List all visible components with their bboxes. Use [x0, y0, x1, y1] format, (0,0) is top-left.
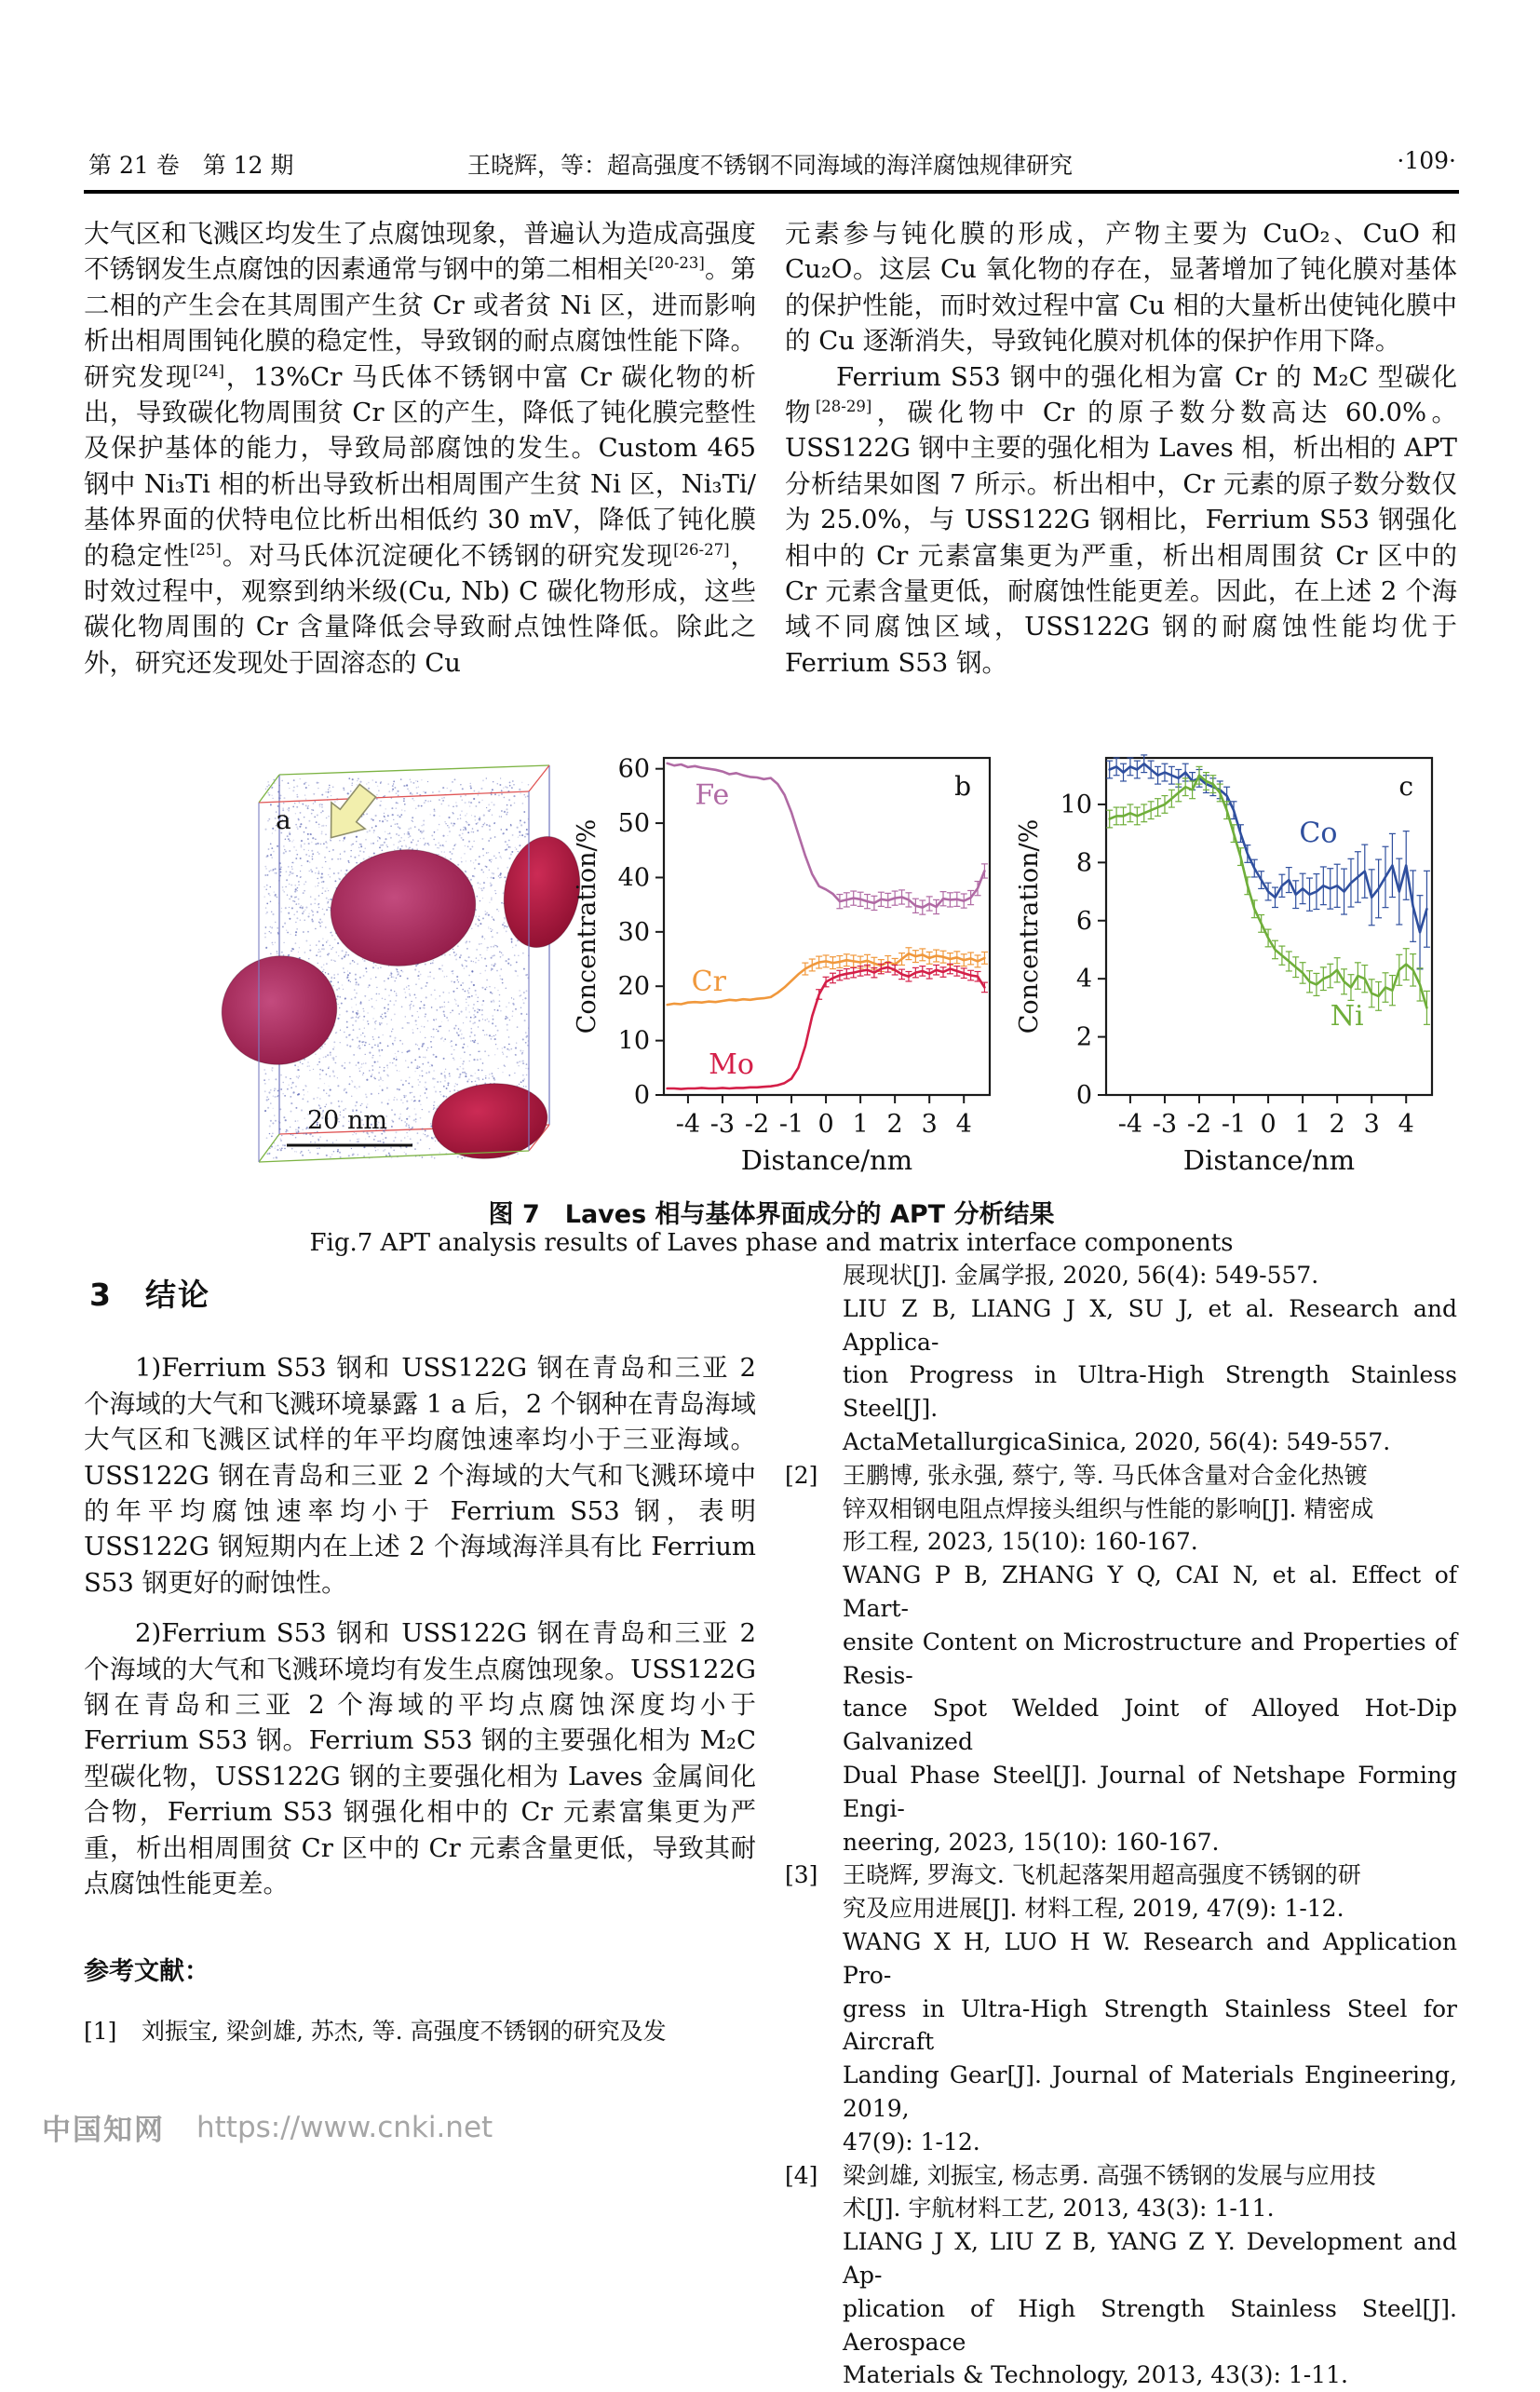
svg-text:1: 1	[1294, 1110, 1311, 1139]
svg-text:20 nm: 20 nm	[307, 1106, 387, 1135]
reference-item	[785, 2159, 1457, 2392]
body-paragraph	[785, 216, 1457, 359]
cnki-url-link[interactable]: https://www.cnki.net	[196, 2110, 493, 2144]
svg-text:4: 4	[955, 1110, 972, 1139]
reference-line: gress in Ultra-High Strength Stainless Steel for Aircraft	[843, 1994, 1457, 2056]
reference-number: [3]	[785, 1861, 818, 1889]
text-run: 2)Ferrium S53 钢和 USS122G 钢在青岛和三亚 2 个海域的大气和飞溅环境均有发生点腐蚀现象。USS122G 钢在青岛和三亚 2 个海域的平均点腐蚀深度均小于 Ferrium S53 钢。Ferrium S53 钢的主要强化相为 M₂C 型碳化物，USS122G 钢的主要强化相为 Laves 金属间化合物，Ferrium S53 钢强化相中的 Cr 元素富集更为严重，析出相周围贫 Cr 区中的 Cr 元素含量更低，导致其耐点腐蚀性能更差。	[84, 1618, 756, 1899]
svg-text:30: 30	[617, 917, 650, 947]
reference-line: 锌双相钢电阻点焊接头组织与性能的影响[J]. 精密成	[843, 1494, 1374, 1522]
svg-text:Distance/nm: Distance/nm	[1182, 1144, 1356, 1176]
reference-line: plication of High Strength Stainless Steel[J]. Aerospace	[843, 2294, 1457, 2356]
svg-text:-4: -4	[1117, 1110, 1143, 1139]
text-run: 元素参与钝化膜的形成，产物主要为 CuO₂、CuO 和 Cu₂O。这层 Cu 氧化物的存在，显著增加了钝化膜对基体的保护性能，而时效过程中富 Cu 相的大量析出使钝化膜中的 Cu 逐渐消失，导致钝化膜对机体的保护作用下降。	[785, 219, 1457, 357]
reference-line: Materials & Technology, 2013, 43(3): 1-11.	[843, 2361, 1348, 2389]
reference-text	[142, 2014, 756, 2049]
reference-line: ensite Content on Microstructure and Properties of Resis-	[843, 1628, 1457, 1689]
svg-text:0: 0	[1075, 1081, 1092, 1110]
reference-line: 形工程, 2023, 15(10): 160-167.	[843, 1528, 1198, 1556]
right-column-text	[785, 216, 1457, 681]
conclusion-section	[84, 1277, 756, 2049]
text-run: 1)Ferrium S53 钢和 USS122G 钢在青岛和三亚 2 个海域的大气和飞溅环境暴露 1 a 后，2 个钢种在青岛海域大气区和飞溅区试样的年平均腐蚀速率均小于三亚海域。USS122G 钢在青岛和三亚 2 个海域的大气和飞溅环境中的年平均腐蚀速率均小于 Ferrium S53 钢，表明 USS122G 钢短期内在上述 2 个海域海洋具有比 Ferrium S53 钢更好的耐蚀性。	[84, 1353, 756, 1598]
reference-number: [1]	[84, 2017, 117, 2045]
svg-text:0: 0	[633, 1081, 650, 1110]
svg-text:c: c	[1398, 771, 1413, 802]
volume-issue: 第 21 卷 第 12 期	[88, 152, 294, 179]
figure-caption-cn: 图 7 Laves 相与基体界面成分的 APT 分析结果	[488, 1200, 1055, 1229]
body-paragraph	[785, 359, 1457, 682]
citation-superscript: [28-29]	[815, 397, 872, 415]
figure-caption-en: Fig.7 APT analysis results of Laves phase and matrix interface components	[309, 1229, 1234, 1257]
svg-text:0: 0	[817, 1110, 834, 1139]
citation-superscript: [20-23]	[648, 254, 705, 273]
svg-text:Fe: Fe	[695, 778, 730, 812]
svg-text:3: 3	[921, 1110, 938, 1139]
concentration-profile-chart-c	[1015, 743, 1443, 1182]
svg-text:2: 2	[1075, 1022, 1092, 1052]
conclusion-paragraph	[84, 1350, 756, 1601]
svg-text:40: 40	[617, 863, 650, 893]
body-paragraph	[84, 216, 756, 681]
reference-line: 刘振宝, 梁剑雄, 苏杰, 等. 高强度不锈钢的研究及发	[142, 2017, 667, 2045]
svg-text:20: 20	[617, 972, 650, 1002]
svg-text:-2: -2	[744, 1110, 770, 1139]
svg-text:6: 6	[1075, 906, 1092, 936]
text-run: ，碳化物中 Cr 的原子数分数高达 60.0%。USS122G 钢中主要的强化相为 Laves 相，析出相的 APT 分析结果如图 7 所示。析出相中，Cr 元素的原子数分数仅为 25.0%，与 USS122G 钢相比，Ferrium S53 钢强化相中的 Cr 元素富集更为严重，析出相周围贫 Cr 区中的 Cr 元素含量更低，耐腐蚀性能更差。因此，在上述 2 个海域不同腐蚀区域，USS122G 钢的耐腐蚀性能均优于 Ferrium S53 钢。	[785, 398, 1458, 678]
svg-text:-3: -3	[709, 1110, 736, 1139]
svg-text:2: 2	[886, 1110, 903, 1139]
reference-line: 王晓辉, 罗海文. 飞机起落架用超高强度不锈钢的研	[843, 1861, 1361, 1889]
svg-text:Distance/nm: Distance/nm	[740, 1144, 913, 1176]
svg-text:3: 3	[1363, 1110, 1380, 1139]
references-right-list	[785, 1259, 1457, 2392]
text-run: 。第二相的产生会在其周围产生贫 Cr 或者贫 Ni 区，进而影响析出相周围钝化膜的稳定性，导致钢的耐点腐蚀性能下降。研究发现	[84, 254, 757, 392]
svg-text:Co: Co	[1299, 817, 1338, 850]
svg-text:Ni: Ni	[1330, 1000, 1364, 1034]
reference-number: [2]	[785, 1461, 818, 1489]
svg-text:-2: -2	[1186, 1110, 1212, 1139]
text-run: Ferrium S53 钢中的强化相为富 Cr 的 M₂C 型碳化物	[785, 361, 1457, 428]
reference-text	[843, 1858, 1457, 2158]
svg-text:Mo: Mo	[709, 1048, 754, 1082]
reference-line: 梁剑雄, 刘振宝, 杨志勇. 高强不锈钢的发展与应用技	[843, 2161, 1376, 2189]
svg-text:b: b	[954, 771, 971, 802]
reference-line: tance Spot Welded Joint of Alloyed Hot-Dip Galvanized	[843, 1695, 1457, 1756]
reference-line: 47(9): 1-12.	[843, 2128, 980, 2156]
svg-text:4: 4	[1075, 965, 1092, 994]
figure-7	[84, 736, 1459, 1271]
reference-line: neering, 2023, 15(10): 160-167.	[843, 1828, 1220, 1856]
svg-text:-3: -3	[1152, 1110, 1178, 1139]
text-run: ，时效过程中，观察到纳米级(Cu, Nb) C 碳化物形成，这些碳化物周围的 Cr 含量降低会导致耐点蚀性降低。除此之外，研究还发现处于固溶态的 Cu	[84, 540, 757, 678]
text-run: 大气区和飞溅区均发生了点腐蚀现象，普遍认为造成高强度不锈钢发生点腐蚀的因素通常与钢中的第二相相关	[84, 219, 756, 285]
svg-text:Cr: Cr	[691, 965, 726, 998]
reference-line: 术[J]. 宇航材料工艺, 2013, 43(3): 1-11.	[843, 2195, 1275, 2223]
svg-text:4: 4	[1398, 1110, 1414, 1139]
svg-text:-4: -4	[675, 1110, 701, 1139]
reference-item	[785, 1459, 1457, 1859]
svg-text:2: 2	[1329, 1110, 1345, 1139]
reference-line: LIU Z B, LIANG J X, SU J, et al. Research and Applica-	[843, 1294, 1457, 1356]
reference-number: [4]	[785, 2161, 818, 2189]
reference-line: 王鹏博, 张永强, 蔡宁, 等. 马氏体含量对合金化热镀	[843, 1461, 1368, 1489]
references-heading: 参考文献：	[84, 1956, 209, 1986]
reference-line: ActaMetallurgicaSinica, 2020, 56(4): 549-557.	[843, 1427, 1391, 1455]
reference-line: Dual Phase Steel[J]. Journal of Netshape Forming Engi-	[843, 1761, 1457, 1822]
cnki-logo-text: 中国知网	[42, 2114, 165, 2147]
running-title: 王晓辉，等：超高强度不锈钢不同海域的海洋腐蚀规律研究	[466, 152, 1073, 179]
text-run: ，13%Cr 马氏体不锈钢中富 Cr 碳化物的析出，导致碳化物周围贫 Cr 区的产生，降低了钝化膜完整性及保护基体的能力，导致局部腐蚀的发生。Custom 465 钢中 Ni₃Ti 相的析出导致析出相周围产生贫 Ni 区，Ni₃Ti/基体界面的伏特电位比析出相低约 30 mV，降低了钝化膜的稳定性	[84, 361, 756, 571]
citation-superscript: [24]	[193, 361, 224, 380]
svg-text:1: 1	[852, 1110, 869, 1139]
svg-text:10: 10	[617, 1026, 650, 1056]
page-number: ·109·	[1397, 147, 1456, 174]
section-heading: 3 结论	[89, 1277, 210, 1313]
concentration-profile-chart-b	[573, 743, 1001, 1182]
svg-text:a: a	[276, 804, 291, 835]
reference-line: Landing Gear[J]. Journal of Materials Engineering, 2019,	[843, 2061, 1457, 2122]
reference-item	[785, 1259, 1457, 1459]
citation-superscript: [26-27]	[673, 540, 730, 559]
reference-item	[84, 2014, 756, 2049]
text-run: 。对马氏体沉淀硬化不锈钢的研究发现	[221, 540, 674, 571]
reference-line: WANG X H, LUO H W. Research and Application Pro-	[843, 1927, 1457, 1989]
svg-text:-1: -1	[1221, 1110, 1247, 1139]
svg-text:60: 60	[617, 754, 650, 784]
svg-text:Concentration/%: Concentration/%	[573, 818, 601, 1034]
references-left-list	[84, 2014, 756, 2049]
reference-line: tion Progress in Ultra-High Strength Stainless Steel[J].	[843, 1361, 1457, 1423]
reference-text	[843, 1459, 1457, 1859]
svg-text:Concentration/%: Concentration/%	[1015, 818, 1044, 1034]
reference-line: WANG P B, ZHANG Y Q, CAI N, et al. Effect of Mart-	[843, 1561, 1457, 1622]
reference-item	[785, 1858, 1457, 2158]
conclusion-paragraph	[84, 1615, 756, 1901]
svg-text:8: 8	[1075, 848, 1092, 878]
footer	[42, 2106, 493, 2148]
apt-reconstruction-panel	[222, 745, 574, 1184]
arrow-icon	[314, 777, 385, 851]
citation-superscript: [25]	[189, 540, 222, 559]
svg-text:0: 0	[1260, 1110, 1277, 1139]
reference-text	[843, 1259, 1457, 1459]
reference-line: 展现状[J]. 金属学报, 2020, 56(4): 549-557.	[843, 1262, 1319, 1289]
left-column-text	[84, 216, 756, 681]
reference-line: 究及应用进展[J]. 材料工程, 2019, 47(9): 1-12.	[843, 1895, 1344, 1923]
reference-text	[843, 2159, 1457, 2392]
svg-text:10: 10	[1060, 790, 1092, 819]
reference-line: LIANG J X, LIU Z B, YANG Z Y. Development and Ap-	[843, 2228, 1457, 2289]
svg-text:-1: -1	[778, 1110, 804, 1139]
header-rule	[84, 190, 1459, 194]
reference-number	[785, 1259, 843, 1459]
svg-text:50: 50	[617, 809, 650, 839]
